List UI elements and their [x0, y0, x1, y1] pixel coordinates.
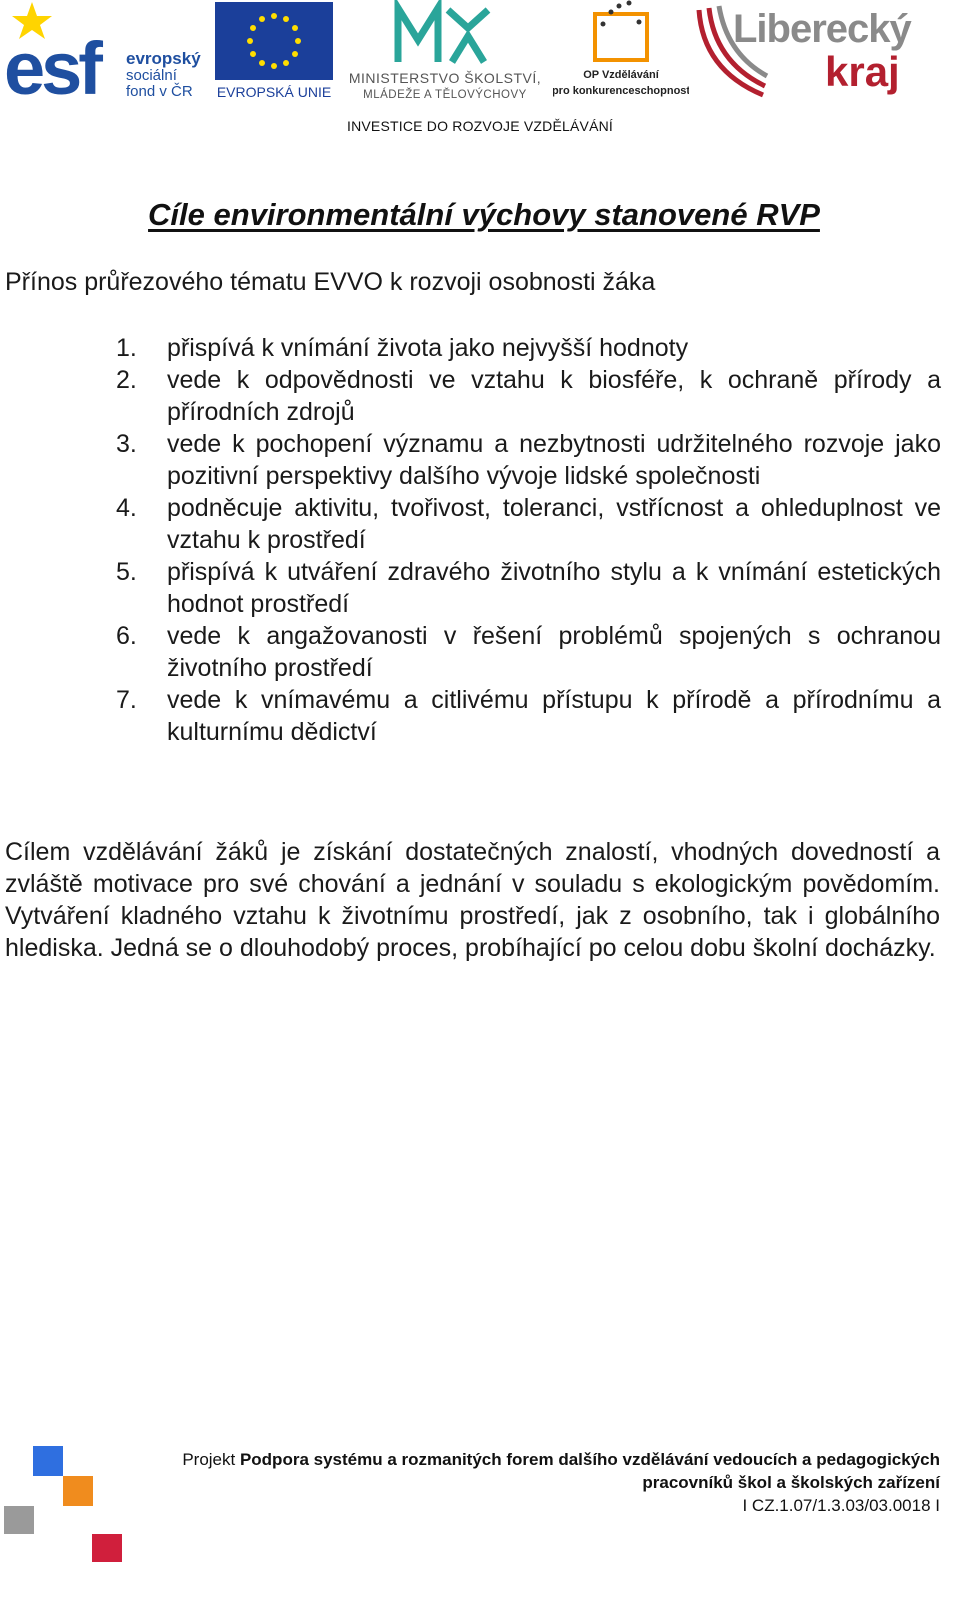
op-line-2: pro konkurenceschopnost — [553, 85, 689, 97]
eu-logo-graphic — [212, 2, 336, 100]
msmt-line-2: MLÁDEŽE A TĚLOVÝCHOVY — [363, 89, 527, 100]
esf-logo — [2, 0, 207, 100]
liberec-line-1: Liberecký — [733, 7, 911, 51]
list-item-number: 4. — [116, 494, 137, 522]
list-item-text: podněcuje aktivitu, tvořivost, toleranci, vstřícnost a ohleduplnost ve vztahu k prostředí — [167, 494, 941, 554]
liberec-line-2: kraj — [825, 48, 900, 95]
footer-code: I CZ.1.07/1.3.03/03.0018 I — [742, 1496, 940, 1515]
op-line-1: OP Vzdělávání — [583, 69, 659, 81]
square-red — [92, 1534, 122, 1562]
eu-caption: EVROPSKÁ UNIE — [216, 84, 332, 100]
msmt-mark-icon — [398, 8, 488, 62]
square-orange — [63, 1476, 93, 1506]
list-item — [116, 332, 941, 364]
list-item — [116, 492, 941, 556]
list-item-text: vede k angažovanosti v řešení problémů spojených s ochranou životního prostředí — [167, 622, 941, 682]
list-item — [116, 556, 941, 620]
goals-list — [116, 332, 941, 748]
esf-logo-graphic — [2, 0, 207, 100]
esf-line-2: sociální — [126, 67, 177, 84]
msmt-line-1: MINISTERSTVO ŠKOLSTVÍ, — [348, 70, 542, 86]
list-item-number: 1. — [116, 334, 137, 362]
list-item-text: vede k vnímavému a citlivému přístupu k přírodě a přírodnímu a kulturnímu dědictví — [167, 686, 941, 746]
list-item-number: 5. — [116, 558, 137, 586]
op-logo — [553, 0, 689, 100]
list-item-text: vede k odpovědnosti ve vztahu k biosféře, k ochraně přírody a přírodních zdrojů — [167, 366, 941, 426]
logo-bar — [0, 0, 960, 110]
eu-logo — [212, 2, 336, 100]
page-title: Cíle environmentální výchovy stanovené RVP — [148, 197, 820, 232]
footer-project — [160, 1448, 940, 1517]
list-item-text: vede k pochopení významu a nezbytnosti udržitelného rozvoje jako pozitivní perspektivy dalšího vývoje lidské společnosti — [167, 430, 941, 490]
liberec-logo — [693, 0, 943, 100]
liberec-logo-graphic — [693, 0, 943, 100]
list-item — [116, 428, 941, 492]
square-blue — [33, 1446, 63, 1476]
footer-prefix: Projekt — [182, 1450, 240, 1469]
list-item-number: 3. — [116, 430, 137, 458]
esf-line-3: fond v ČR — [126, 83, 193, 100]
list-item-number: 7. — [116, 686, 137, 714]
list-item-number: 6. — [116, 622, 137, 650]
esf-mark: esf — [4, 27, 99, 100]
square-gray — [4, 1506, 34, 1534]
list-item — [116, 620, 941, 684]
msmt-logo — [340, 0, 550, 100]
body-paragraph: Cílem vzdělávání žáků je získání dostatečných znalostí, vhodných dovedností a zvláště motivace pro své chování a jednání v souladu s ekologickým povědomím. Vytváření kladného vztahu k životnímu prostředí, jak z osobního, tak i globálního hlediska. Jedná se o dlouhodobý proces, probíhající po celou dobu školní docházky. — [5, 838, 940, 962]
list-item-number: 2. — [116, 366, 137, 394]
msmt-logo-graphic — [340, 0, 550, 100]
op-logo-graphic — [553, 0, 689, 100]
list-item — [116, 364, 941, 428]
list-item-text: přispívá k utváření zdravého životního stylu a k vnímání estetických hodnot prostředí — [167, 558, 941, 618]
footer-project-name: Podpora systému a rozmanitých forem dalšího vzdělávání vedoucích a pedagogických pracovníků škol a školských zařízení — [239, 1450, 940, 1492]
esf-line-1: evropský — [126, 49, 201, 68]
intro-text: Přínos průřezového tématu EVVO k rozvoji osobnosti žáka — [5, 268, 656, 296]
list-item — [116, 684, 941, 748]
list-item-text: přispívá k vnímání života jako nejvyšší hodnoty — [167, 334, 689, 362]
footer-squares-decoration — [0, 1440, 130, 1597]
investice-tagline: INVESTICE DO ROZVOJE VZDĚLÁVÁNÍ — [346, 118, 614, 134]
